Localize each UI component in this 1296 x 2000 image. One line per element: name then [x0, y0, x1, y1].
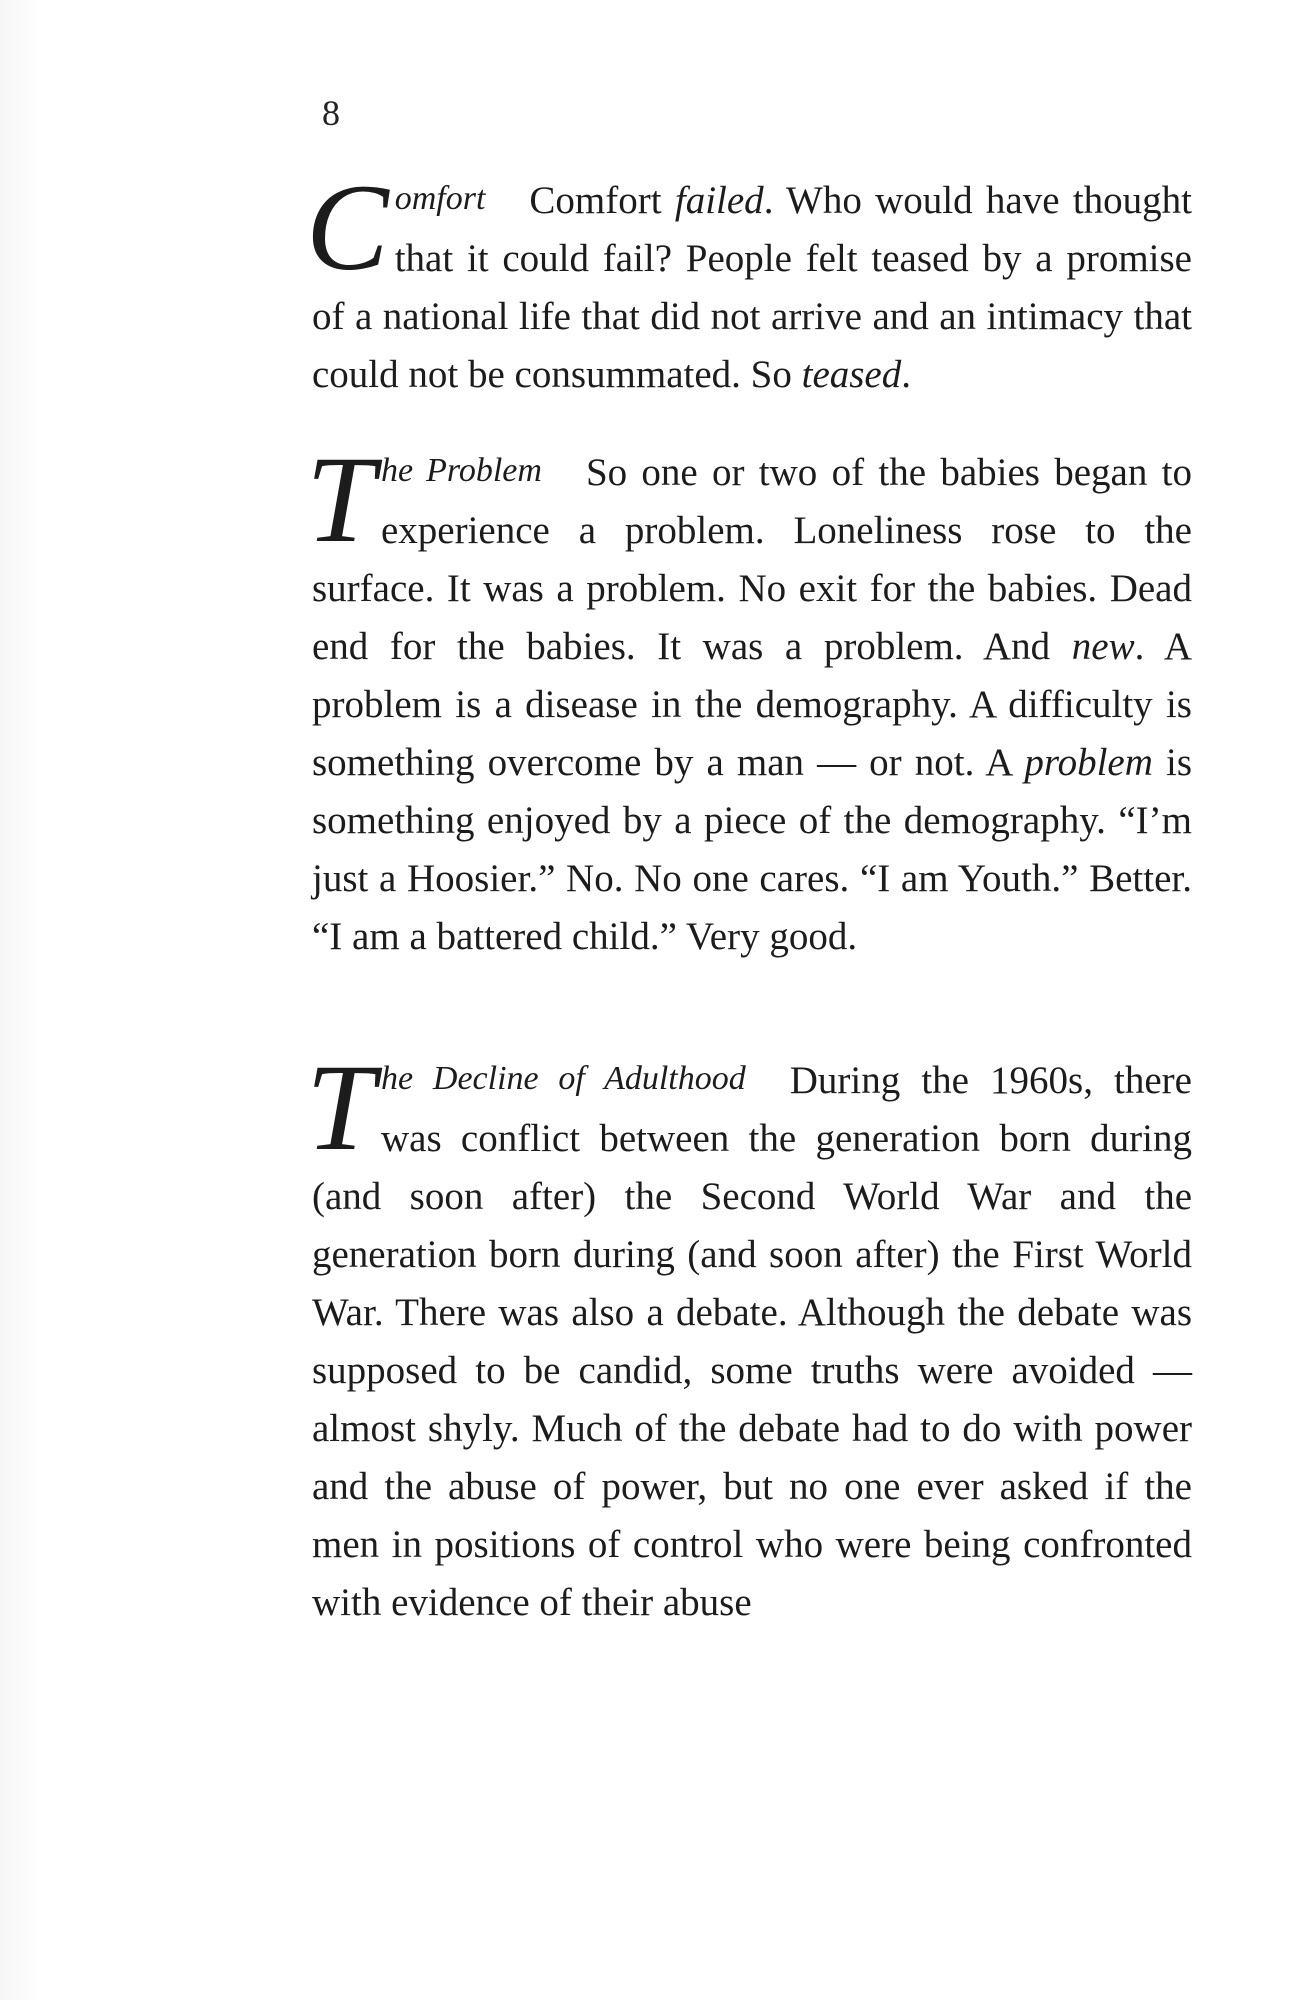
drop-cap: C [306, 159, 389, 296]
body-text: Comfort [529, 179, 675, 222]
body-text: is something enjoyed by a piece of the demography. “I’m just a Hoosier.” No. No one cares. “I am Youth.” Better. “I am a battered child.” Very good. [312, 741, 1192, 958]
body-text: During the 1960s, there was conflict between the generation born during (and soon after) the Second World War and the generation born during (and soon after) the First World War. There was also a debate. Although the debate was supposed to be candid, some truths were avoided — almost shyly. Much of the debate had to do with power and the abuse of power, but no one ever asked if the men in positions of control who were being confronted with evidence of their abuse [312, 1059, 1192, 1624]
section-heading: he Problem [380, 452, 542, 489]
section-heading: he Decline of Adulthood [380, 1060, 746, 1097]
drop-cap: T [306, 431, 375, 568]
section-heading: omfort [394, 180, 486, 217]
body-text: . Who would have thought that it could fail? People felt teased by a promise of a national life that did not arrive and an intimacy that could not be consummated. So [312, 179, 1192, 396]
section-paragraph [306, 431, 1192, 966]
emphasis-text: teased [801, 353, 902, 396]
section-the-problem [306, 431, 1192, 966]
body-text: . A problem is a disease in the demography. A difficulty is something overcome by a man — or not. A [312, 625, 1192, 784]
body-text: So one or two of the babies began to experience a problem. Loneliness rose to the surface. It was a problem. No exit for the babies. Dead end for the babies. It was a problem. And [312, 451, 1192, 668]
emphasis-text: problem [1024, 741, 1153, 784]
page-number: 8 [322, 93, 340, 133]
emphasis-text: new [1071, 625, 1135, 668]
section-paragraph [306, 1039, 1192, 1632]
section-decline-of-adulthood [306, 1039, 1192, 1632]
section-paragraph [306, 159, 1192, 404]
body-text: . [901, 353, 911, 396]
drop-cap: T [306, 1039, 375, 1176]
emphasis-text: failed [674, 179, 764, 222]
section-comfort [306, 159, 1192, 404]
